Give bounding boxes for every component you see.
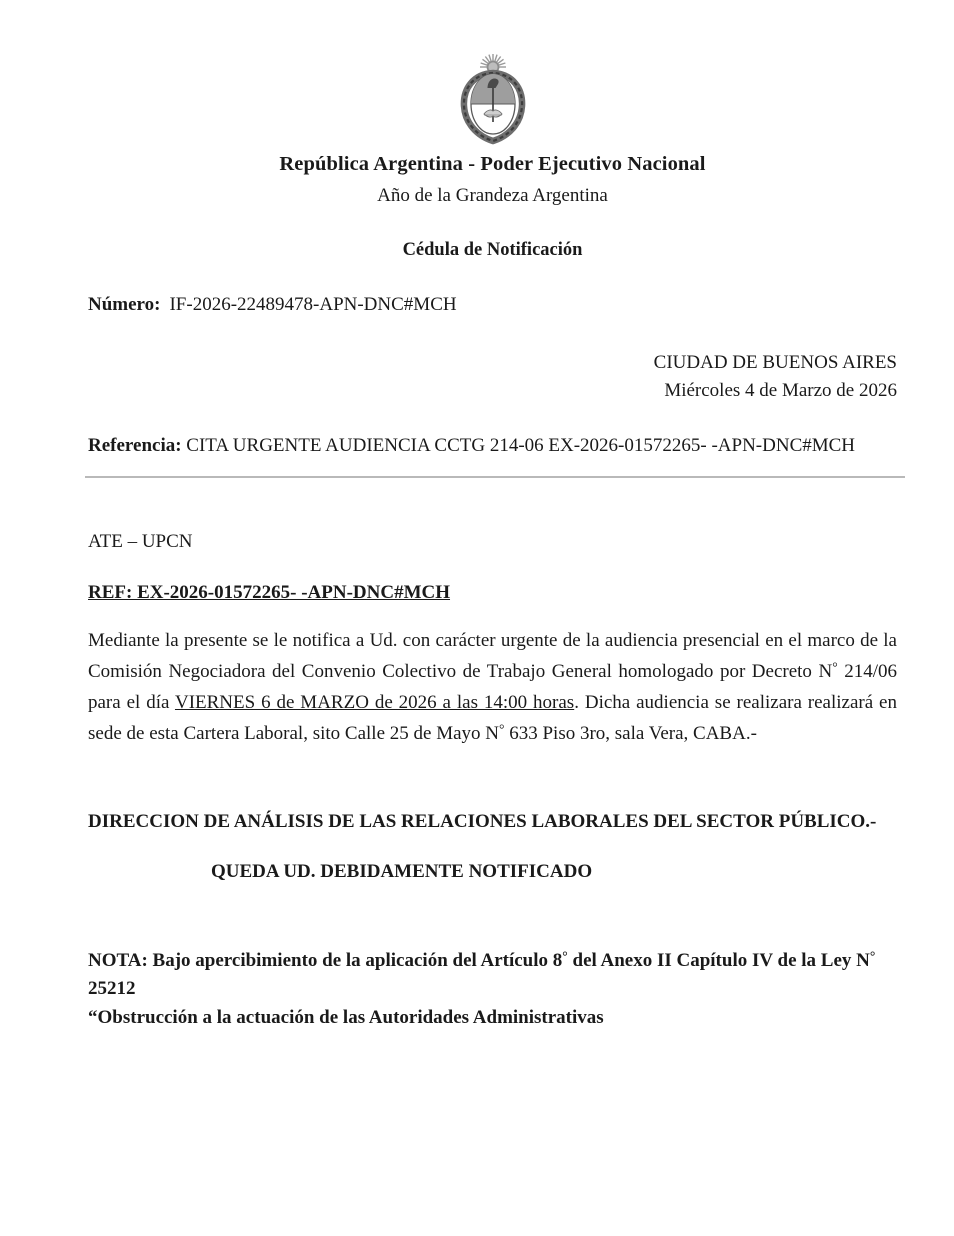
paragraph-segment-1: Mediante la presente se le notifica a Ud. con carácter urgente de la audiencia presencial en el marco de la Comisión Negociadora del Convenio Colectivo de Trabajo General homologado por Decreto N <box>88 630 897 683</box>
paragraph-segment-2: 214/06 para el día <box>88 661 897 713</box>
nota-segment-1: : Bajo apercibimiento de la aplicación del Artículo 8 <box>141 949 563 971</box>
nota-block <box>88 947 897 1033</box>
recipient-line: ATE – UPCN <box>88 530 193 552</box>
referencia-row <box>88 434 897 459</box>
numero-value: IF-2026-22489478-APN-DNC#MCH <box>169 293 457 315</box>
nota-line-2: “Obstrucción a la actuación de las Autoridades Administrativas <box>88 1006 604 1028</box>
referencia-value: CITA URGENTE AUDIENCIA CCTG 214-06 EX-2026-01572265- -APN-DNC#MCH <box>186 435 856 457</box>
date-text: Miércoles 4 de Marzo de 2026 <box>664 379 897 401</box>
org-title: República Argentina - Poder Ejecutivo Nacional <box>279 153 706 175</box>
ordinal-decreto: ° <box>832 659 838 675</box>
org-subtitle: Año de la Grandeza Argentina <box>377 184 608 206</box>
argentina-coat-of-arms-icon <box>451 44 535 146</box>
ordinal-articulo: ° <box>562 947 568 963</box>
notification-paragraph <box>88 626 897 749</box>
ref-line: REF: EX-2026-01572265- -APN-DNC#MCH <box>88 581 451 603</box>
ordinal-calle: ° <box>499 720 505 736</box>
paragraph-segment-4: 633 Piso 3ro, sala Vera, CABA.- <box>504 722 757 744</box>
numero-label: Número: <box>88 293 161 315</box>
nota-line-1 <box>88 947 897 1004</box>
nota-segment-2: del Anexo II Capítulo IV de la Ley N <box>567 949 870 971</box>
document-content <box>88 0 897 1032</box>
nota-segment-3: 25212 <box>88 978 136 1000</box>
header-divider <box>85 476 905 478</box>
ordinal-ley: ° <box>869 947 876 963</box>
document-type-title: Cédula de Notificación <box>402 240 583 261</box>
hearing-datetime-underlined: VIERNES 6 de MARZO de 2026 a las 14:00 horas <box>174 691 575 713</box>
notified-line: QUEDA UD. DEBIDAMENTE NOTIFICADO <box>211 861 593 883</box>
referencia-label: Referencia: <box>88 435 182 457</box>
nota-label: NOTA <box>88 949 142 971</box>
emblem-container <box>88 0 897 146</box>
numero-row <box>88 293 897 318</box>
paragraph-segment-3: . Dicha audiencia se realizara realizará en sede de esta Cartera Laboral, sito Calle 25 de Mayo N <box>88 691 897 744</box>
place-text: CIUDAD DE BUENOS AIRES <box>653 352 897 374</box>
department-line: DIRECCION DE ANÁLISIS DE LAS RELACIONES LABORALES DEL SECTOR PÚBLICO.- <box>88 811 877 833</box>
place-date-block <box>88 349 897 404</box>
